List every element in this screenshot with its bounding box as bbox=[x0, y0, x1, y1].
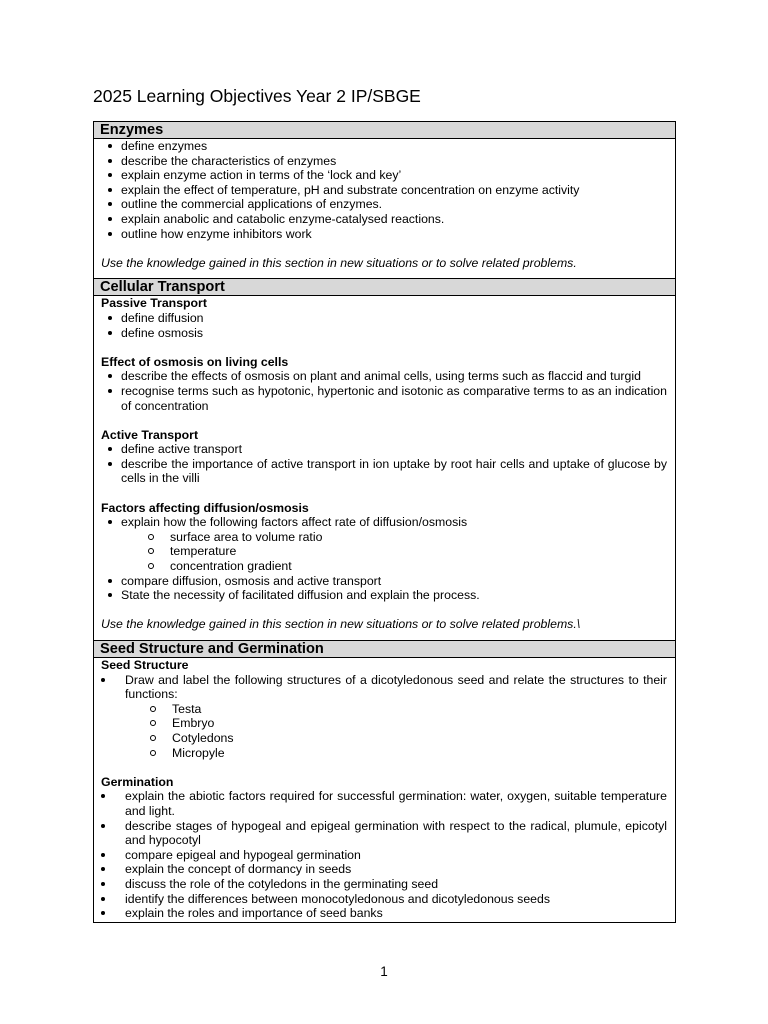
list-item: explain the effect of temperature, pH and substrate concentration on enzyme activity bbox=[101, 183, 667, 198]
list-item: define enzymes bbox=[101, 139, 667, 154]
list-item: define osmosis bbox=[101, 326, 667, 341]
seed-section bbox=[94, 658, 676, 923]
enzymes-note: Use the knowledge gained in this section in new situations or to solve related problems. bbox=[101, 255, 577, 270]
factors-list bbox=[101, 515, 667, 603]
passive-transport-list bbox=[101, 311, 667, 340]
active-transport-title: Active Transport bbox=[101, 427, 199, 442]
document-title: 2025 Learning Objectives Year 2 IP/SBGE bbox=[93, 86, 421, 106]
list-item bbox=[101, 515, 667, 573]
list-item: explain the roles and importance of seed banks bbox=[101, 906, 667, 921]
list-item: discuss the role of the cotyledons in the germinating seed bbox=[101, 877, 667, 892]
list-item: compare diffusion, osmosis and active transport bbox=[101, 574, 667, 589]
seed-structure-intro: Draw and label the following structures of a dicotyledonous seed and relate the structures to their functions: bbox=[125, 672, 667, 702]
factors-sublist bbox=[121, 530, 667, 574]
sub-list-item: Cotyledons bbox=[125, 731, 667, 746]
objectives-table bbox=[93, 121, 676, 923]
factors-title: Factors affecting diffusion/osmosis bbox=[101, 500, 309, 515]
transport-body-row bbox=[94, 296, 676, 641]
list-item: identify the differences between monocotyledonous and dicotyledonous seeds bbox=[101, 892, 667, 907]
list-item bbox=[101, 673, 667, 761]
transport-heading: Cellular Transport bbox=[94, 279, 676, 296]
active-transport-list bbox=[101, 442, 667, 486]
list-item: outline how enzyme inhibitors work bbox=[101, 227, 667, 242]
spacer bbox=[101, 241, 667, 256]
sub-list-item: Embryo bbox=[125, 716, 667, 731]
list-item: describe stages of hypogeal and epigeal germination with respect to the radical, plumule, epicotyl and hypocotyl bbox=[101, 819, 667, 848]
transport-note: Use the knowledge gained in this section in new situations or to solve related problems.\ bbox=[101, 617, 581, 632]
seed-body-row bbox=[94, 658, 676, 923]
sub-list-item: Testa bbox=[125, 702, 667, 717]
list-item: State the necessity of facilitated diffusion and explain the process. bbox=[101, 588, 667, 603]
list-item: explain enzyme action in terms of the ‘lock and key’ bbox=[101, 168, 667, 183]
spacer bbox=[101, 632, 667, 639]
enzymes-list bbox=[101, 139, 667, 241]
seed-structure-sublist bbox=[125, 702, 667, 760]
list-item: outline the commercial applications of enzymes. bbox=[101, 197, 667, 212]
spacer bbox=[101, 340, 667, 355]
list-item: describe the importance of active transport in ion uptake by root hair cells and uptake of glucose by cells in the villi bbox=[101, 457, 667, 486]
factors-intro: explain how the following factors affect rate of diffusion/osmosis bbox=[121, 515, 468, 530]
list-item: compare epigeal and hypogeal germination bbox=[101, 848, 667, 863]
seed-heading: Seed Structure and Germination bbox=[94, 641, 676, 658]
enzymes-heading: Enzymes bbox=[94, 122, 676, 139]
germination-title: Germination bbox=[101, 774, 174, 789]
list-item: define diffusion bbox=[101, 311, 667, 326]
spacer bbox=[101, 760, 667, 775]
list-item: explain the abiotic factors required for successful germination: water, oxygen, suitable temperature and light. bbox=[101, 789, 667, 818]
spacer bbox=[101, 603, 667, 618]
transport-header-row bbox=[94, 279, 676, 296]
osmosis-title: Effect of osmosis on living cells bbox=[101, 354, 289, 369]
list-item: define active transport bbox=[101, 442, 667, 457]
spacer bbox=[101, 486, 667, 501]
page-number: 1 bbox=[380, 964, 388, 979]
sub-list-item: surface area to volume ratio bbox=[121, 530, 667, 545]
seed-structure-list bbox=[101, 673, 667, 761]
passive-transport-title: Passive Transport bbox=[101, 296, 207, 311]
list-item: recognise terms such as hypotonic, hypertonic and isotonic as comparative terms to as an indication of concentration bbox=[101, 384, 667, 413]
list-item: explain anabolic and catabolic enzyme-catalysed reactions. bbox=[101, 212, 667, 227]
seed-header-row bbox=[94, 641, 676, 658]
transport-section bbox=[94, 296, 676, 641]
germination-list bbox=[101, 789, 667, 920]
osmosis-list bbox=[101, 369, 667, 413]
sub-list-item: temperature bbox=[121, 544, 667, 559]
seed-structure-title: Seed Structure bbox=[101, 658, 189, 672]
enzymes-section bbox=[94, 139, 676, 279]
list-item: explain the concept of dormancy in seeds bbox=[101, 862, 667, 877]
spacer bbox=[101, 270, 667, 277]
list-item: describe the effects of osmosis on plant and animal cells, using terms such as flaccid and turgid bbox=[101, 369, 667, 384]
list-item: describe the characteristics of enzymes bbox=[101, 154, 667, 169]
enzymes-header-row bbox=[94, 122, 676, 139]
enzymes-body-row bbox=[94, 139, 676, 279]
sub-list-item: Micropyle bbox=[125, 746, 667, 761]
sub-list-item: concentration gradient bbox=[121, 559, 667, 574]
spacer bbox=[101, 413, 667, 428]
